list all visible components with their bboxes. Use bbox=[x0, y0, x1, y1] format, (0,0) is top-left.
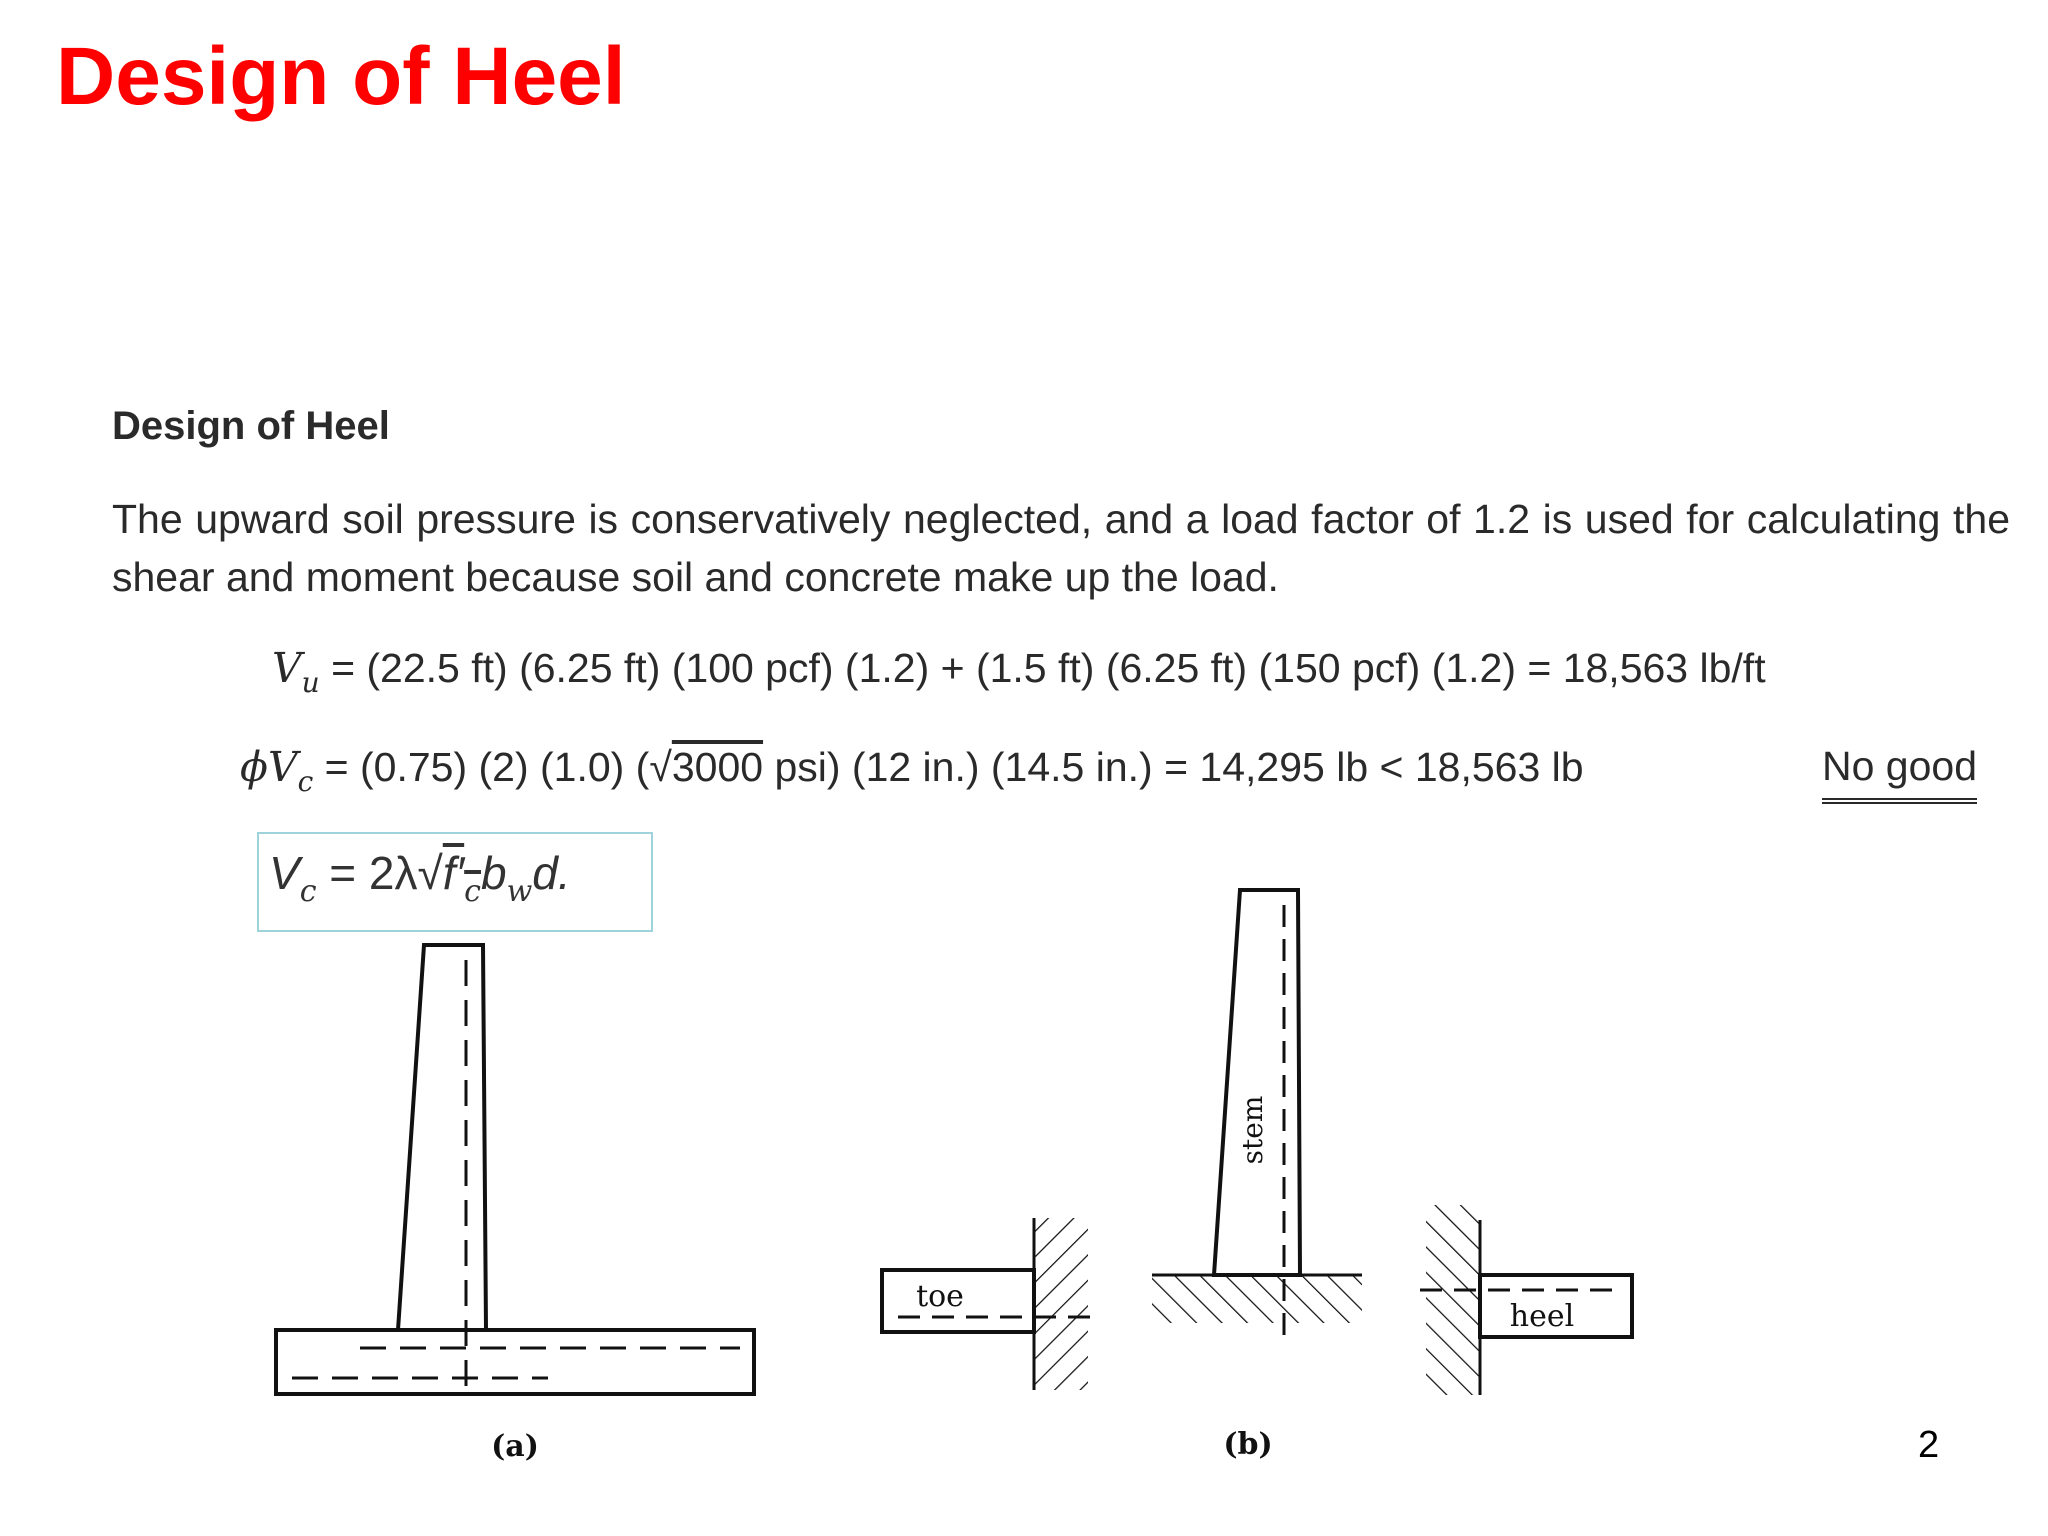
label-toe: toe bbox=[916, 1279, 964, 1314]
body-paragraph: The upward soil pressure is conservatively neglected, and a load factor of 1.2 is used for calculating the shear and moment because soil and concrete make up the load. bbox=[112, 496, 2010, 600]
equation-vu-rhs: = (22.5 ft) (6.25 ft) (100 pcf) (1.2) + (1.5 ft) (6.25 ft) (150 pcf) (1.2) = 18,563 lb/ft bbox=[331, 645, 1766, 691]
equation-phi-vc-rhs-pre: = (0.75) (2) (1.0) (√ bbox=[324, 744, 672, 790]
equation-phi-vc-subscript: c bbox=[297, 765, 314, 798]
caption-b: (b) bbox=[1223, 1427, 1273, 1462]
label-heel: heel bbox=[1509, 1299, 1575, 1334]
equation-phi-vc-symbol: ϕV bbox=[240, 743, 298, 791]
formula-fc-subscript: c bbox=[464, 874, 481, 909]
formula-lhs-subscript: c bbox=[299, 874, 317, 909]
formula-bw-subscript: w bbox=[506, 874, 533, 909]
stem-body bbox=[1214, 890, 1300, 1275]
formula-bw: b bbox=[480, 847, 507, 899]
formula-lhs: V bbox=[269, 847, 300, 899]
figure-a-stem bbox=[398, 945, 486, 1330]
equation-vu-subscript: u bbox=[301, 666, 320, 699]
formula-end: d. bbox=[532, 847, 571, 899]
caption-a: (a) bbox=[491, 1429, 539, 1464]
heel-support-hatch bbox=[1426, 1205, 1480, 1395]
figure-a-base bbox=[276, 1330, 754, 1394]
equation-phi-vc-rhs-post: psi) (12 in.) (14.5 in.) = 14,295 lb < 18,563 lb bbox=[763, 744, 1584, 790]
verdict-no-good: No good bbox=[1822, 743, 1977, 804]
label-stem: stem bbox=[1236, 1095, 1269, 1165]
equation-vu-symbol: V bbox=[272, 644, 302, 692]
slide-title: Design of Heel bbox=[56, 31, 626, 122]
page-number: 2 bbox=[1918, 1424, 1940, 1466]
figure-b-toe bbox=[882, 1218, 1092, 1390]
formula-rhs-pre: = 2λ√ bbox=[316, 847, 443, 899]
section-heading: Design of Heel bbox=[112, 404, 390, 448]
stem-base-hatch bbox=[1152, 1275, 1362, 1323]
formula-fc-symbol: f′ bbox=[442, 847, 465, 899]
figure-a-wall bbox=[276, 945, 754, 1394]
toe-support-hatch bbox=[1034, 1218, 1088, 1390]
equation-phi-vc-sqrt-value: 3000 bbox=[671, 744, 764, 790]
